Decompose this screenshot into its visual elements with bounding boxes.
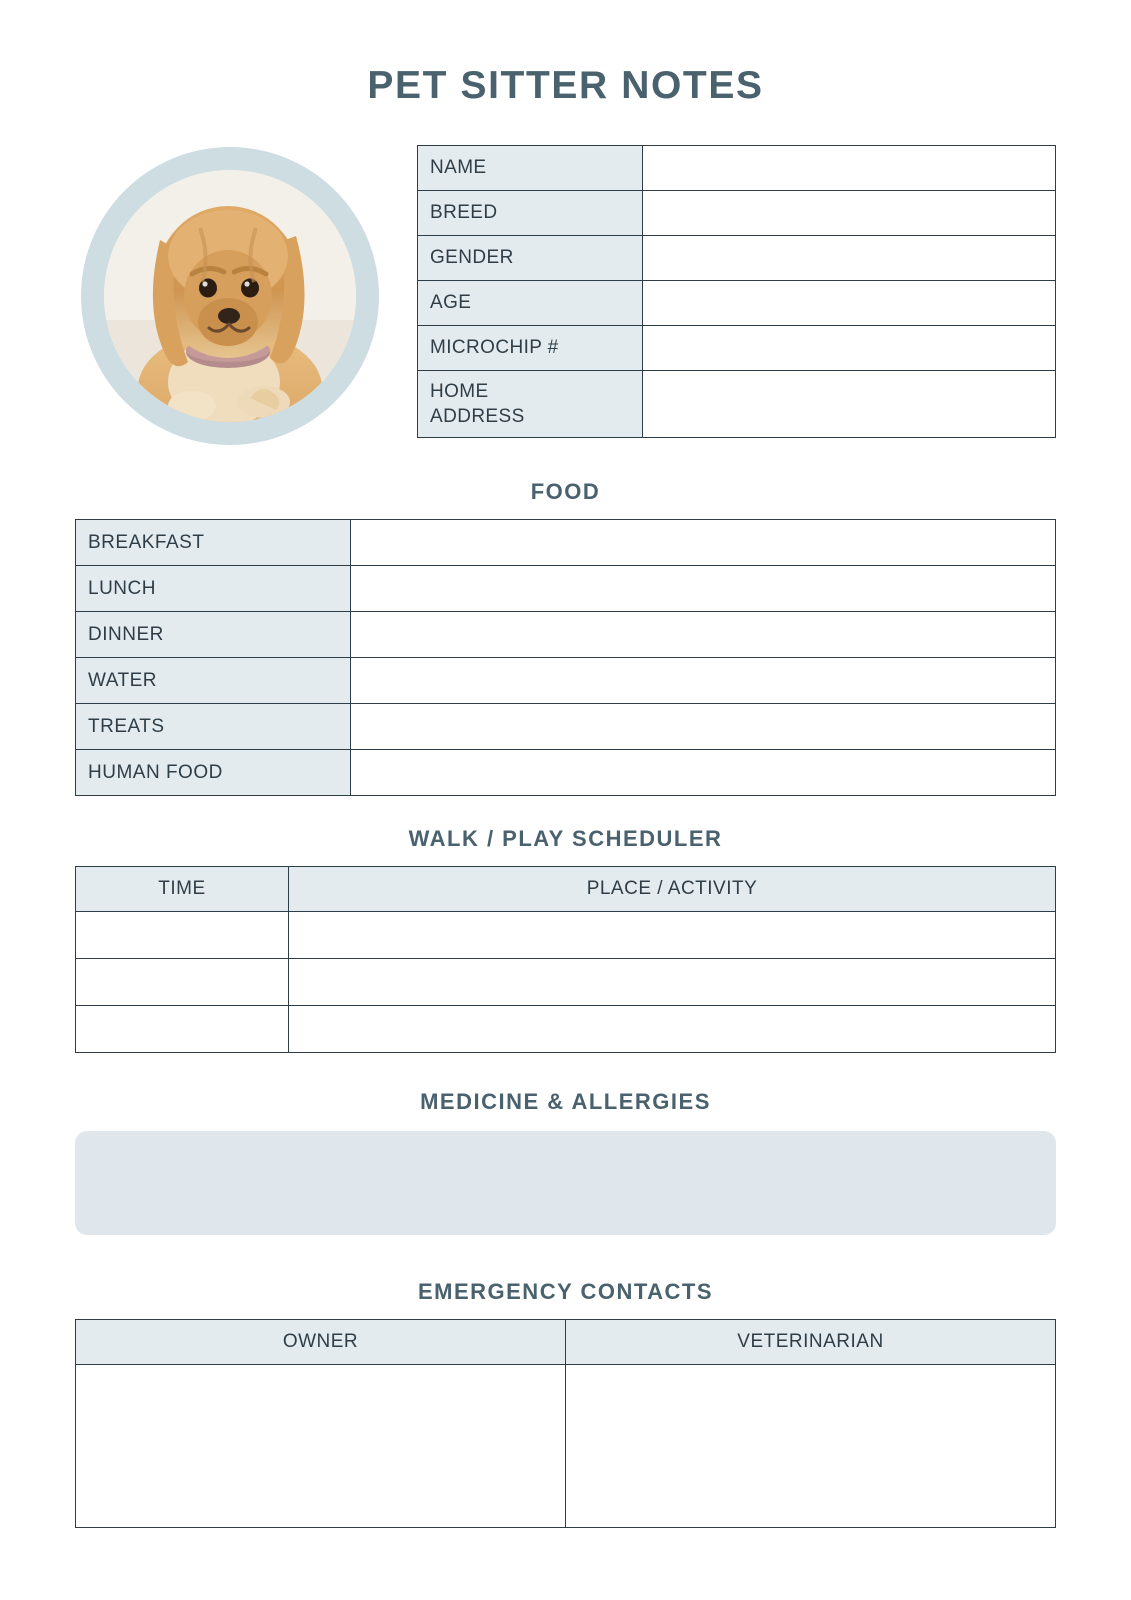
food-value-treats[interactable] <box>351 704 1056 750</box>
food-label-water: WATER <box>76 658 351 704</box>
pet-info-label-gender: GENDER <box>418 236 643 281</box>
page-title: PET SITTER NOTES <box>367 64 764 107</box>
table-row <box>418 281 1056 326</box>
table-row <box>418 191 1056 236</box>
table-row <box>76 566 1056 612</box>
walk-time-3[interactable] <box>76 1006 289 1053</box>
table-row <box>418 236 1056 281</box>
walk-activity-2[interactable] <box>289 959 1056 1006</box>
food-value-dinner[interactable] <box>351 612 1056 658</box>
pet-info-table <box>417 145 1056 438</box>
table-row <box>76 1006 1056 1053</box>
emergency-vet-field[interactable] <box>566 1365 1056 1528</box>
home-address-label-line1: HOME <box>430 380 489 402</box>
food-label-breakfast: BREAKFAST <box>76 520 351 566</box>
emergency-column-owner: OWNER <box>76 1320 566 1365</box>
walk-time-1[interactable] <box>76 912 289 959</box>
walk-time-2[interactable] <box>76 959 289 1006</box>
pet-info-label-breed: BREED <box>418 191 643 236</box>
pet-info-label-home-address <box>418 371 643 438</box>
photo-ring <box>81 147 379 445</box>
pet-info-label-name: NAME <box>418 146 643 191</box>
table-row <box>76 912 1056 959</box>
section-heading-emergency: EMERGENCY CONTACTS <box>417 1279 714 1304</box>
pet-photo-container <box>75 141 385 445</box>
food-table <box>75 519 1056 796</box>
emergency-column-veterinarian: VETERINARIAN <box>566 1320 1056 1365</box>
section-heading-medicine: MEDICINE & ALLERGIES <box>420 1089 711 1114</box>
emergency-owner-field[interactable] <box>76 1365 566 1528</box>
food-value-water[interactable] <box>351 658 1056 704</box>
food-value-breakfast[interactable] <box>351 520 1056 566</box>
food-label-human-food: HUMAN FOOD <box>76 750 351 796</box>
table-row <box>76 750 1056 796</box>
table-row <box>76 520 1056 566</box>
home-address-label-line2: ADDRESS <box>430 406 525 427</box>
section-heading-food: FOOD <box>530 479 601 504</box>
table-row <box>76 704 1056 750</box>
walk-column-place-activity: PLACE / ACTIVITY <box>289 867 1056 912</box>
table-row <box>76 658 1056 704</box>
pet-info-label-microchip: MICROCHIP # <box>418 326 643 371</box>
food-label-treats: TREATS <box>76 704 351 750</box>
table-row <box>76 612 1056 658</box>
pet-info-value-age[interactable] <box>643 281 1056 326</box>
pet-info-value-breed[interactable] <box>643 191 1056 236</box>
table-row <box>418 146 1056 191</box>
emergency-contacts-table <box>75 1319 1056 1528</box>
table-row <box>418 326 1056 371</box>
food-value-human-food[interactable] <box>351 750 1056 796</box>
food-value-lunch[interactable] <box>351 566 1056 612</box>
table-row <box>418 371 1056 438</box>
walk-activity-3[interactable] <box>289 1006 1056 1053</box>
walk-scheduler-table <box>75 866 1056 1053</box>
walk-column-time: TIME <box>76 867 289 912</box>
table-header-row <box>76 1320 1056 1365</box>
dog-illustration-icon <box>104 170 356 422</box>
pet-photo <box>104 170 356 422</box>
pet-info-value-gender[interactable] <box>643 236 1056 281</box>
pet-info-value-microchip[interactable] <box>643 326 1056 371</box>
pet-info-label-age: AGE <box>418 281 643 326</box>
table-row <box>76 1365 1056 1528</box>
food-label-lunch: LUNCH <box>76 566 351 612</box>
section-heading-walk: WALK / PLAY SCHEDULER <box>408 826 723 851</box>
medicine-allergies-field[interactable] <box>75 1131 1056 1235</box>
food-label-dinner: DINNER <box>76 612 351 658</box>
pet-info-value-home-address[interactable] <box>643 371 1056 438</box>
pet-identity-section <box>75 141 1056 445</box>
table-row <box>76 959 1056 1006</box>
pet-info-value-name[interactable] <box>643 146 1056 191</box>
table-header-row <box>76 867 1056 912</box>
walk-activity-1[interactable] <box>289 912 1056 959</box>
